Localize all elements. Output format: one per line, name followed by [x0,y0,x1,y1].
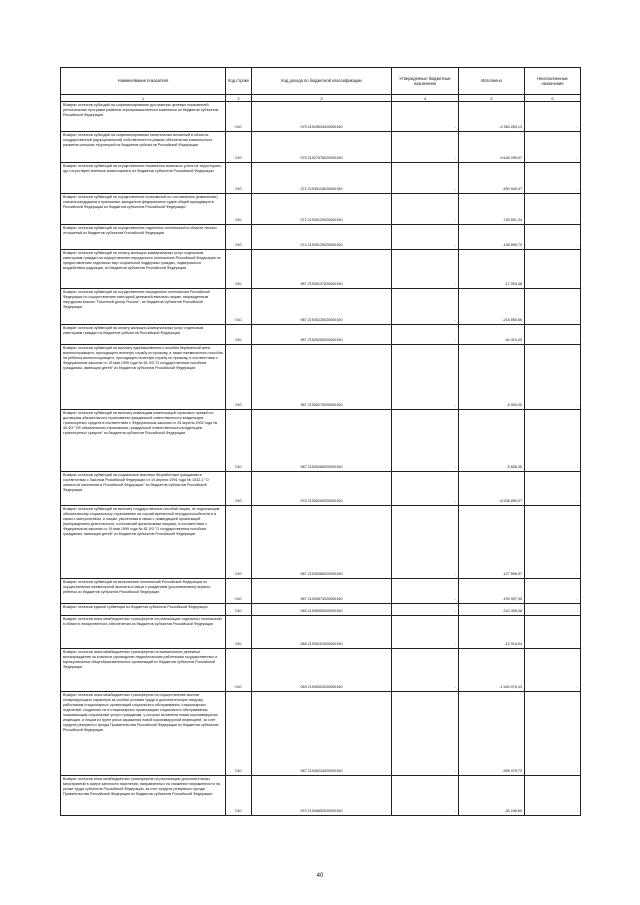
row-unexecuted: - [525,345,581,410]
row-approved: - [392,776,459,816]
row-unexecuted: - [525,692,581,776]
row-code: 010 [226,649,252,692]
table-row [61,579,581,604]
table-row [61,616,581,649]
row-unexecuted: - [525,776,581,816]
table-header-row [61,68,581,95]
row-code: 010 [226,225,252,250]
row-unexecuted: - [525,649,581,692]
row-name: Возврат остатков субвенций на оплату жилищно-коммунальных услуг отдельным категориям граждан на осуществление переданного полномочия Российской Федерации по предоставлению отдельных мер социальной поддержки граждан, подвергшихся воздействию радиации, из бюджетов субъектов Российской Федерации [61,250,226,289]
row-kbk: 085 21945161020000150 [252,616,392,649]
row-executed: -12 918,94 [459,616,525,649]
row-approved: - [392,325,459,345]
row-unexecuted: - [525,506,581,579]
row-unexecuted: - [525,225,581,250]
row-approved: - [392,506,459,579]
row-approved: - [392,472,459,506]
row-code: 010 [226,616,252,649]
column-number-row [61,95,581,102]
header-executed: Исполнено [459,68,525,95]
row-kbk: 987 21935137020000150 [252,250,392,289]
row-kbk: 085 21935900020000150 [252,604,392,616]
header-approved: Утвержденные бюджетные назначения [392,68,459,95]
row-name: Возврат остатков иных межбюджетных трансфертов на реализацию дополнительных мероприятий в сфере занятости населения, направленных на снижение напряженности на рынке труда субъектов Российской Федерации, за счет средств резервного фонда Правительства Российской Федерации из бюджетов субъектов Российской Федерации [61,776,226,816]
row-code: 010 [226,289,252,325]
row-approved: - [392,132,459,163]
row-name: Возврат остатков субвенций на выплату инвалидам компенсаций страховых премий по договорам обязательного страхования гражданской ответственности владельцев транспортных средств в соответствии с Федеральным законом от 25 апреля 2002 года № 40-ФЗ "Об обязательном страховании гражданской ответственности владельцев транспортных средств" из бюджетов субъектов Российской Федерации [61,410,226,472]
row-executed: -740 591,34 [459,194,525,225]
table-row [61,194,581,225]
table-row [61,604,581,616]
row-kbk: 075 21927576020000150 [252,132,392,163]
table-row [61,132,581,163]
row-code: 010 [226,163,252,194]
row-unexecuted: - [525,163,581,194]
table-row [61,506,581,579]
row-approved: - [392,616,459,649]
row-executed: -1 640 076,43 [459,649,525,692]
header-name: Наименование показателя [61,68,226,95]
table-row [61,472,581,506]
row-kbk: 970 21945852020000150 [252,776,392,816]
row-approved: - [392,289,459,325]
row-code: 010 [226,604,252,616]
table-row [61,250,581,289]
table-row [61,345,581,410]
row-name: Возврат остатков субвенций на выполнение полномочий Российской Федерации по осуществлению ежемесячной выплаты в связи с рождением (усыновлением) первого ребенка из бюджетов субъектов Российской Федерации [61,579,226,604]
row-executed: -17 093,38 [459,250,525,289]
row-unexecuted: - [525,604,581,616]
table-row [61,225,581,250]
column-number: 4 [392,95,459,102]
row-unexecuted: - [525,250,581,289]
column-number: 3 [252,95,392,102]
row-kbk: 987 21935220020000150 [252,289,392,325]
row-code: 010 [226,472,252,506]
row-approved: - [392,604,459,616]
row-approved: - [392,345,459,410]
row-executed: -6 536 890,07 [459,472,525,506]
row-executed: -193 997,30 [459,579,525,604]
row-name: Возврат остатков субвенций на выплату государственных пособий лицам, не подлежащим обязательному социальному страхованию на случай временной нетрудоспособности и в связи с материнством, и лицам, уволенным в связи с ликвидацией организаций (прекращением деятельности, полномочий физическими лицами), в соответствии с Федеральным законом от 19 мая 1995 года № 81-ФЗ "О государственных пособиях гражданам, имеющим детей" из бюджетов субъектов Российской Федерации [61,506,226,579]
budget-table-sheet [60,67,580,816]
row-executed: -30 246,60 [459,776,525,816]
row-unexecuted: - [525,102,581,132]
table-row [61,163,581,194]
row-unexecuted: - [525,132,581,163]
row-executed: -6 000,00 [459,345,525,410]
row-executed: -127 596,97 [459,506,525,579]
row-executed: -54 410,45 [459,325,525,345]
row-unexecuted: - [525,616,581,649]
row-code: 010 [226,194,252,225]
row-code: 010 [226,102,252,132]
row-executed: -9 646 099,07 [459,132,525,163]
row-name: Возврат остатков иных межбюджетных трансфертов на ежемесячное денежное вознаграждение за классное руководство педагогическим работникам государственных и муниципальных общеобразовательных организаций из бюджетов субъектов Российской Федерации [61,649,226,692]
row-executed: -5 608,35 [459,410,525,472]
column-number: 6 [525,95,581,102]
row-code: 010 [226,692,252,776]
header-code: Код строки [226,68,252,95]
column-number: 5 [459,95,525,102]
row-name: Возврат остатков субвенций на осуществление полномочий по составлению (изменению) списков кандидатов в присяжные заседатели федеральных судов общей юрисдикции в Российской Федерации из бюджетов субъектов Российской Федерации [61,194,226,225]
table-row [61,649,581,692]
row-kbk: 074 21935129020000150 [252,225,392,250]
row-approved: - [392,250,459,289]
column-number: 1 [61,95,226,102]
row-unexecuted: - [525,410,581,472]
row-name: Возврат остатков субсидий на софинансирование достижения целевых показателей региональных программ развития агропромышленного комплекса из бюджетов субъектов Российской Федерации [61,102,226,132]
row-name: Возврат остатков субвенций на оплату жилищно-коммунальных услуг отдельным категориям граждан из бюджетов субъектов Российской Федерации [61,325,226,345]
row-kbk: 987 21935573020000150 [252,579,392,604]
budget-revenue-table [60,67,581,816]
table-row [61,692,581,776]
row-name: Возврат остатков иных межбюджетных трансфертов на реализацию отдельных полномочий в области лекарственного обеспечения из бюджетов субъектов Российской Федерации [61,616,226,649]
row-unexecuted: - [525,289,581,325]
row-code: 010 [226,776,252,816]
row-kbk: 072 21935120020000150 [252,194,392,225]
row-unexecuted: - [525,194,581,225]
row-code: 010 [226,345,252,410]
row-approved: - [392,692,459,776]
row-approved: - [392,649,459,692]
row-code: 010 [226,325,252,345]
row-kbk: 987 21935380020000150 [252,506,392,579]
row-kbk: 072 21935118020000150 [252,163,392,194]
row-kbk: 987 21945243020000150 [252,692,392,776]
header-unexecuted: Неисполненные назначения [525,68,581,95]
header-kbk: Код дохода по бюджетной классификации [252,68,392,95]
row-kbk: 987 21935250020000150 [252,325,392,345]
row-name: Возврат остатков субвенций на выплату единовременного пособия беременной жене военнослужащего, проходящего военную службу по призыву, а также ежемесячного пособия на ребенка военнослужащего, проходящего военную службу по призыву, в соответствии с Федеральным законом от 19 мая 1995 года № 81-ФЗ "О государственных пособиях гражданам, имеющим детей" из бюджетов субъектов Российской Федерации [61,345,226,410]
table-body [61,102,581,816]
column-number: 2 [226,95,252,102]
row-executed: -555 975,72 [459,692,525,776]
row-code: 010 [226,132,252,163]
row-unexecuted: - [525,472,581,506]
row-approved: - [392,163,459,194]
page-number: 40 [316,873,324,879]
row-name: Возврат остатков единой субвенции из бюджетов субъектов Российской Федерации [61,604,226,616]
row-kbk: 075 21925543020000150 [252,102,392,132]
table-row [61,325,581,345]
row-unexecuted: - [525,579,581,604]
row-name: Возврат остатков субвенций на социальные выплаты безработным гражданам в соответствии с Законом Российской Федерации от 19 апреля 1991 года № 1032-1 "О занятости населения в Российской Федерации" из бюджетов субъектов Российской Федерации [61,472,226,506]
row-approved: - [392,410,459,472]
table-row [61,289,581,325]
row-name: Возврат остатков иных межбюджетных трансфертов на осуществление выплат стимулирующего характера за особые условия труда и дополнительную нагрузку работникам стационарных организаций социального обслуживания, стационарных отделений, созданных не в стационарных организациях социального обслуживания, оказывающим социальные услуги гражданам, у которых выявлена новая коронавирусная инфекция, и лицам из групп риска заражения новой коронавирусной инфекцией, за счет средств резервного фонда Правительства Российской Федерации из бюджетов субъектов Российской Федерации [61,692,226,776]
row-code: 010 [226,506,252,579]
row-kbk: 987 21935280020000150 [252,410,392,472]
row-executed: -108 595,70 [459,225,525,250]
row-code: 010 [226,250,252,289]
row-code: 010 [226,579,252,604]
table-row [61,102,581,132]
row-executed: -500 940,47 [459,163,525,194]
row-name: Возврат остатков субвенций на осуществление первичного воинского учета на территориях, где отсутствуют военные комиссариаты из бюджетов субъектов Российской Федерации [61,163,226,194]
row-kbk: 069 21945303020000150 [252,649,392,692]
row-executed: -2 364 283,13 [459,102,525,132]
row-approved: - [392,102,459,132]
row-unexecuted: - [525,325,581,345]
row-approved: - [392,579,459,604]
row-executed: -218 850,66 [459,289,525,325]
row-approved: - [392,225,459,250]
row-code: 010 [226,410,252,472]
row-name: Возврат остатков субвенций на осуществление переданного полномочия Российской Федерации по осуществлению ежегодной денежной выплаты лицам, награжденным нагрудным знаком "Почетный донор России", из бюджетов субъектов Российской Федерации [61,289,226,325]
row-approved: - [392,194,459,225]
table-row [61,410,581,472]
row-kbk: 970 21935290020000150 [252,472,392,506]
row-executed: -242 459,48 [459,604,525,616]
row-kbk: 987 21935270020000150 [252,345,392,410]
table-row [61,776,581,816]
row-name: Возврат остатков субсидий на софинансирование капитальных вложений в объекты государственной (муниципальной) собственности в рамках обеспечения комплексного развития сельских территорий из бюджетов субъектов Российской Федерации [61,132,226,163]
row-name: Возврат остатков субвенций на осуществление отдельных полномочий в области лесных отношений из бюджетов субъектов Российской Федерации [61,225,226,250]
